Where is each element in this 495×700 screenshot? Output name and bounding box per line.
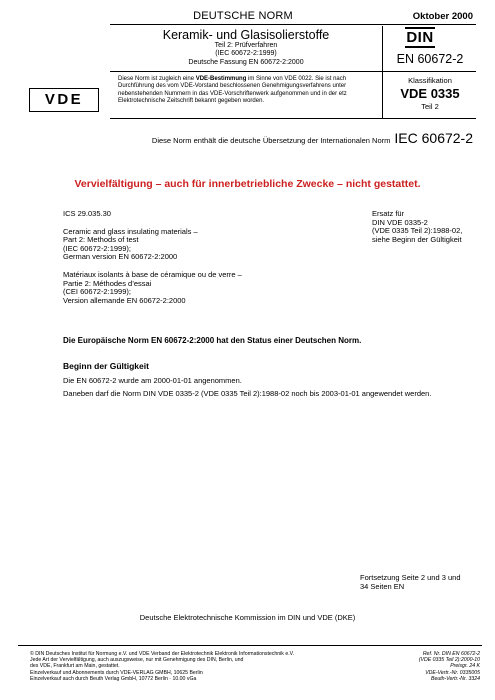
intl-text: Diese Norm enthält die deutsche Übersetzung der Internationalen Norm — [151, 136, 391, 145]
dke-line: Deutsche Elektrotechnische Kommission im DIN und VDE (DKE) — [139, 613, 356, 622]
validity-heading: Beginn der Gültigkeit — [63, 361, 149, 371]
footer-copyright: © DIN Deutsches Institut für Normung e.V. und VDE Verband der Elektrotechnik Elektronik Informationstechnik e.V. Jede Art der Vervielfältigung, auch auszugsweise, nur mit Genehmigung des DIN, Berlin, und des VDE, Frankfurt am Main, gestattet. Einzelverkauf und Abonnements durch VDE-VERLAG GMBH, 10625 Berlin Einzelverkauf auch durch Beuth Verlag GmbH, 10772 Berlin · 10.00 vGa — [30, 651, 295, 682]
iec-reference: (IEC 60672-2:1999) — [215, 50, 277, 58]
title-block — [110, 26, 383, 71]
replaces-line: siehe Beginn der Gültigkeit — [372, 234, 462, 244]
copy-warning: Vervielfältigung – auch für innerbetriebliche Zwecke – nicht gestattet. — [74, 178, 421, 190]
classification-part: Teil 2 — [421, 102, 439, 111]
replaces-line: Ersatz für — [372, 209, 405, 218]
classification-label: Klassifikation — [408, 76, 452, 85]
french-title-line: Partie 2: Méthodes d’essai — [63, 278, 152, 288]
continuation-note: Fortsetzung Seite 2 und 3 und 34 Seiten EN — [360, 573, 461, 591]
standard-title: Keramik- und Glasisolierstoffe — [162, 28, 330, 42]
din-logo: DIN — [406, 29, 434, 46]
bibliographic-block — [63, 210, 313, 305]
ics-code: ICS 29.035.30 — [63, 209, 111, 218]
publication-date: Oktober 2000 — [412, 11, 473, 22]
status-statement: Die Europäische Norm EN 60672-2:2000 hat den Status einer Deutschen Norm. — [63, 336, 362, 345]
french-title-line: (CEI 60672-2:1999); — [63, 287, 131, 297]
vde-rule — [110, 118, 476, 119]
document-type-header: DEUTSCHE NORM — [193, 10, 293, 22]
english-title-line: German version EN 60672-2:2000 — [63, 252, 178, 262]
top-rule — [110, 24, 476, 25]
standard-part: Teil 2: Prüfverfahren — [214, 42, 278, 49]
international-standard-line — [152, 130, 473, 148]
english-title-line: Part 2: Methods of test — [63, 235, 139, 245]
validity-line: Daneben darf die Norm DIN VDE 0335-2 (VDE 0335 Teil 2):1988-02 noch bis 2003-01-01 angewendet werden. — [63, 389, 432, 398]
french-title-line: Version allemande EN 60672-2:2000 — [63, 295, 186, 305]
french-title-line: Matériaux isolants à base de céramique ou de verre – — [63, 269, 242, 279]
english-title-line: (IEC 60672-2:1999); — [63, 243, 131, 253]
footer-reference: Ref. Nr. DIN EN 60672-2 (VDE 0335 Teil 2):2000-10 Preisgr. 24 K VDE-Vertr.-Nr. 0335005 Beuth-Vertr.-Nr. 3324 — [418, 651, 480, 682]
classification-box — [382, 71, 477, 118]
replaces-line: (VDE 0335 Teil 2):1988-02, — [372, 226, 463, 236]
replaces-block — [372, 210, 482, 244]
vde-logo: VDE — [29, 88, 99, 112]
footer-rule — [18, 645, 482, 646]
german-version: Deutsche Fassung EN 60672-2:2000 — [188, 58, 304, 66]
classification-value: VDE 0335 — [400, 86, 460, 101]
intl-number: IEC 60672-2 — [394, 130, 473, 146]
validity-line: Die EN 60672-2 wurde am 2000-01-01 angenommen. — [63, 376, 242, 385]
english-title-line: Ceramic and glass insulating materials – — [63, 226, 198, 236]
replaces-line: DIN VDE 0335-2 — [372, 217, 428, 227]
vde-notice: Diese Norm ist zugleich eine VDE-Bestimmung im Sinne von VDE 0022. Sie ist nach Durchführung des vom VDE-Vorstand beschlossenen Genehmigungsverfahrens unter nebenstehenden Nummern in das VDE-Vorschriftenwerk aufgenommen und in der etz Elektrotechnische Zeitschrift bekannt gegeben worden. — [118, 76, 347, 104]
standard-number: EN 60672-2 — [396, 52, 464, 66]
